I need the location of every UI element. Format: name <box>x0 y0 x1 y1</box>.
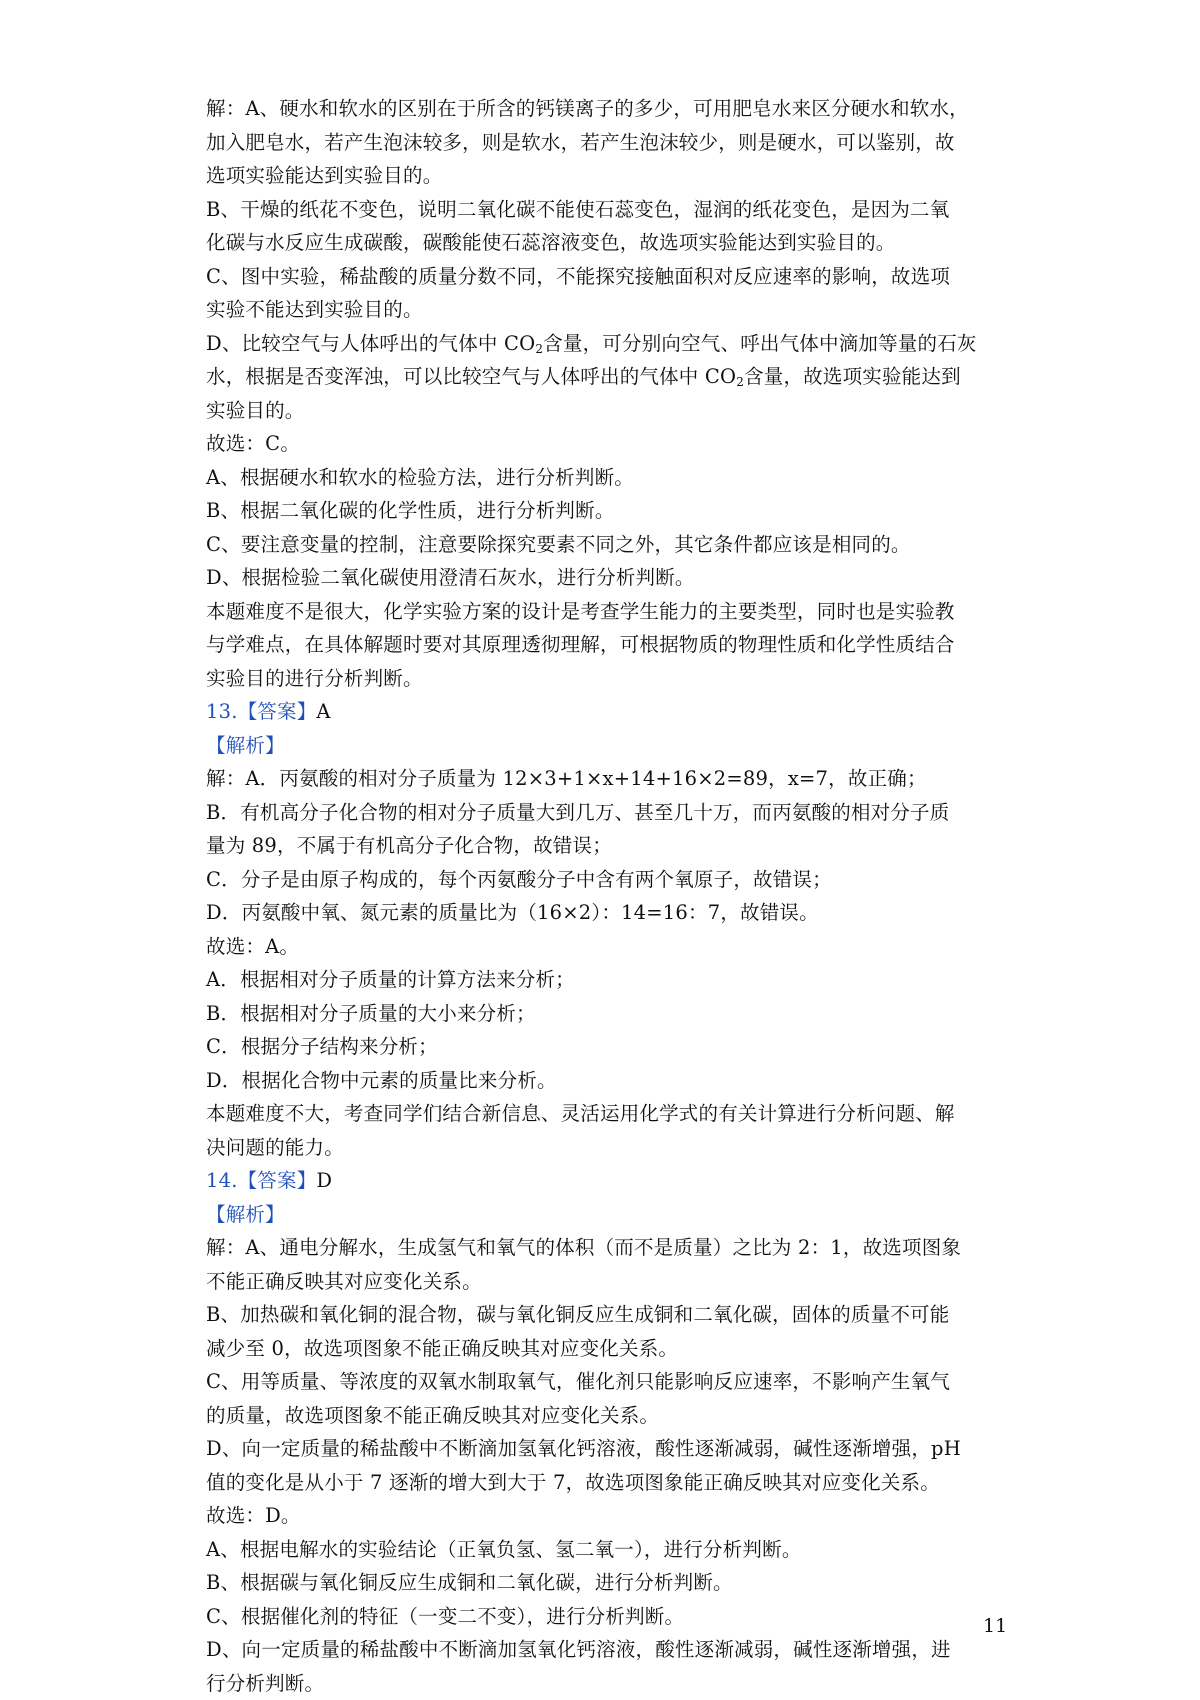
text-line: 本题难度不大，考查同学们结合新信息、灵活运用化学式的有关计算进行分析问题、解 <box>206 1097 1016 1131</box>
text-line: B、根据二氧化碳的化学性质，进行分析判断。 <box>206 494 1016 528</box>
text-line: D、根据检验二氧化碳使用澄清石灰水，进行分析判断。 <box>206 561 1016 595</box>
text-line: 决问题的能力。 <box>206 1131 1016 1165</box>
subscript: 2 <box>535 342 543 356</box>
text-line: 与学难点，在具体解题时要对其原理透彻理解，可根据物质的物理性质和化学性质结合 <box>206 628 1016 662</box>
text-line: C、用等质量、等浓度的双氧水制取氧气，催化剂只能影响反应速率，不影响产生氧气 <box>206 1365 1016 1399</box>
text-segment: 水，根据是否变浑浊，可以比较空气与人体呼出的气体中 CO <box>206 365 736 388</box>
document-page <box>206 92 1016 1700</box>
text-line: 故选：C。 <box>206 427 1016 461</box>
text-line: 实验不能达到实验目的。 <box>206 293 1016 327</box>
text-line: 减少至 0，故选项图象不能正确反映其对应变化关系。 <box>206 1332 1016 1366</box>
q14-section <box>206 1164 1016 1700</box>
text-segment: 含量，可分别向空气、呼出气体中滴加等量的石灰 <box>543 332 976 355</box>
text-line: 行分析判断。 <box>206 1667 1016 1700</box>
text-line: 故选：D。 <box>206 1499 1016 1533</box>
q12-explanation <box>206 92 1016 695</box>
answer-tag: 13.【答案】 <box>206 700 316 723</box>
text-line: C．根据分子结构来分析； <box>206 1030 1016 1064</box>
text-line: B．根据相对分子质量的大小来分析； <box>206 997 1016 1031</box>
text-line: 解：A、通电分解水，生成氢气和氧气的体积（而不是质量）之比为 2：1，故选项图象 <box>206 1231 1016 1265</box>
text-line: 不能正确反映其对应变化关系。 <box>206 1265 1016 1299</box>
text-line: 化碳与水反应生成碳酸，碳酸能使石蕊溶液变色，故选项实验能达到实验目的。 <box>206 226 1016 260</box>
analysis-heading: 【解析】 <box>206 729 1016 763</box>
text-line: C、要注意变量的控制，注意要除探究要素不同之外，其它条件都应该是相同的。 <box>206 528 1016 562</box>
q14-answer-heading <box>206 1164 1016 1198</box>
analysis-heading: 【解析】 <box>206 1198 1016 1232</box>
text-line: C、根据催化剂的特征（一变二不变），进行分析判断。 <box>206 1600 1016 1634</box>
text-line: D、向一定质量的稀盐酸中不断滴加氢氧化钙溶液，酸性逐渐减弱，碱性逐渐增强，pH <box>206 1432 1016 1466</box>
text-line: 选项实验能达到实验目的。 <box>206 159 1016 193</box>
q13-answer-heading <box>206 695 1016 729</box>
text-line <box>206 327 1016 361</box>
text-line: 解：A．丙氨酸的相对分子质量为 12×3+1×x+14+16×2=89，x=7，故正确； <box>206 762 1016 796</box>
text-line: B、根据碳与氧化铜反应生成铜和二氧化碳，进行分析判断。 <box>206 1566 1016 1600</box>
text-line: A．根据相对分子质量的计算方法来分析； <box>206 963 1016 997</box>
text-line: B．有机高分子化合物的相对分子质量大到几万、甚至几十万，而丙氨酸的相对分子质 <box>206 796 1016 830</box>
text-line: A、根据硬水和软水的检验方法，进行分析判断。 <box>206 461 1016 495</box>
text-line: 实验目的进行分析判断。 <box>206 662 1016 696</box>
text-line: 量为 89，不属于有机高分子化合物，故错误； <box>206 829 1016 863</box>
text-line: C．分子是由原子构成的，每个丙氨酸分子中含有两个氧原子，故错误； <box>206 863 1016 897</box>
text-line: 值的变化是从小于 7 逐渐的增大到大于 7，故选项图象能正确反映其对应变化关系。 <box>206 1466 1016 1500</box>
answer-value: A <box>316 700 330 723</box>
text-line: A、根据电解水的实验结论（正氧负氢、氢二氧一），进行分析判断。 <box>206 1533 1016 1567</box>
text-line: 解：A、硬水和软水的区别在于所含的钙镁离子的多少，可用肥皂水来区分硬水和软水， <box>206 92 1016 126</box>
text-line: 故选：A。 <box>206 930 1016 964</box>
answer-tag: 14.【答案】 <box>206 1169 316 1192</box>
answer-value: D <box>316 1169 332 1192</box>
text-segment: 含量，故选项实验能达到 <box>744 365 961 388</box>
text-line: C、图中实验，稀盐酸的质量分数不同，不能探究接触面积对反应速率的影响，故选项 <box>206 260 1016 294</box>
text-line: D、向一定质量的稀盐酸中不断滴加氢氧化钙溶液，酸性逐渐减弱，碱性逐渐增强，进 <box>206 1633 1016 1667</box>
page-number: 11 <box>983 1615 1007 1637</box>
text-line: B、干燥的纸花不变色，说明二氧化碳不能使石蕊变色，湿润的纸花变色，是因为二氧 <box>206 193 1016 227</box>
text-line: D．根据化合物中元素的质量比来分析。 <box>206 1064 1016 1098</box>
text-line: B、加热碳和氧化铜的混合物，碳与氧化铜反应生成铜和二氧化碳，固体的质量不可能 <box>206 1298 1016 1332</box>
text-line: 实验目的。 <box>206 394 1016 428</box>
subscript: 2 <box>736 375 744 389</box>
text-line: D．丙氨酸中氧、氮元素的质量比为（16×2）：14=16：7，故错误。 <box>206 896 1016 930</box>
text-line: 的质量，故选项图象不能正确反映其对应变化关系。 <box>206 1399 1016 1433</box>
text-line <box>206 360 1016 394</box>
q13-section <box>206 695 1016 1164</box>
text-line: 加入肥皂水，若产生泡沫较多，则是软水，若产生泡沫较少，则是硬水，可以鉴别，故 <box>206 126 1016 160</box>
text-line: 本题难度不是很大，化学实验方案的设计是考查学生能力的主要类型，同时也是实验教 <box>206 595 1016 629</box>
text-segment: D、比较空气与人体呼出的气体中 CO <box>206 332 535 355</box>
